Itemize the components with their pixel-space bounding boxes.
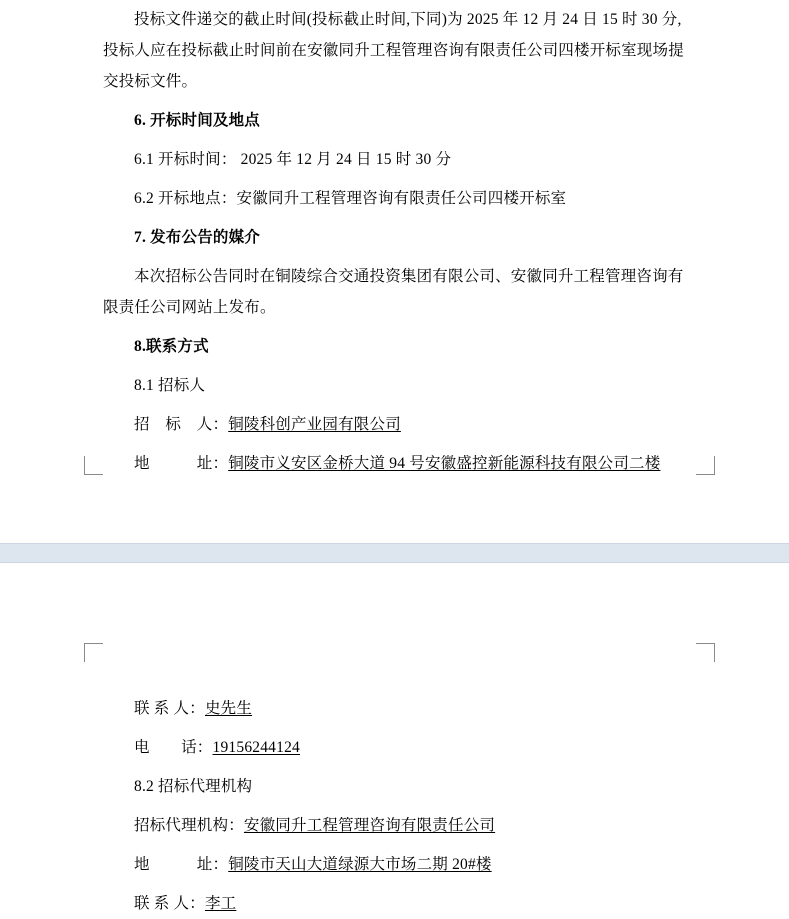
crop-mark-bottom-left-icon xyxy=(84,456,103,475)
spacer xyxy=(103,880,697,888)
document-page-2 xyxy=(0,563,789,912)
item-8-1-tenderer: 8.1 招标人 xyxy=(134,377,206,394)
address-label: 地 址： xyxy=(134,455,229,472)
field-phone xyxy=(103,732,697,763)
spacer xyxy=(103,175,697,183)
agency-label: 招标代理机构： xyxy=(134,817,244,834)
page-gap xyxy=(0,533,789,543)
item-6-1-open-time: 6.1 开标时间： 2025 年 12 月 24 日 15 时 30 分 xyxy=(134,151,452,168)
contact-label: 联 系 人： xyxy=(134,700,205,717)
agency-address-value: 铜陵市天山大道绿源大市场二期 20#楼 xyxy=(228,856,492,873)
field-tenderer-address xyxy=(103,448,697,479)
spacer xyxy=(103,802,697,810)
agency-value: 安徽同升工程管理咨询有限责任公司 xyxy=(243,817,496,834)
spacer xyxy=(103,763,697,771)
paragraph-announcement-media xyxy=(103,261,697,323)
page-2-content xyxy=(0,563,789,919)
heading-section-8: 8.联系方式 xyxy=(134,338,209,355)
spacer xyxy=(103,214,697,222)
paragraph-bid-deadline: 投标文件递交的截止时间(投标截止时间,下同)为 2025 年 12 月 24 日 15 时 30 分,投标人应在投标截止时间前在安徽同升工程管理咨询有限责任公司四楼开标室现场提交投标文件。 xyxy=(103,11,684,90)
spacer xyxy=(103,323,697,331)
agency-contact-label: 联 系 人： xyxy=(134,895,205,912)
spacer xyxy=(103,253,697,261)
field-contact-person xyxy=(103,693,697,724)
contact-value: 史先生 xyxy=(204,700,253,717)
spacer xyxy=(103,841,697,849)
crop-mark-top-left-icon xyxy=(84,643,103,662)
page-separator xyxy=(0,543,789,563)
spacer xyxy=(103,440,697,448)
address-value: 铜陵市义安区金桥大道 94 号安徽盛控新能源科技有限公司二楼 xyxy=(228,455,661,472)
spacer xyxy=(103,724,697,732)
heading-section-7: 7. 发布公告的媒介 xyxy=(134,229,261,246)
crop-mark-bottom-right-icon xyxy=(696,456,715,475)
agency-contact-value: 李工 xyxy=(204,895,237,912)
spacer xyxy=(103,362,697,370)
field-agency-address xyxy=(103,849,697,880)
item-8-2-agency: 8.2 招标代理机构 xyxy=(134,778,253,795)
spacer xyxy=(103,97,697,105)
phone-label: 电 话： xyxy=(134,739,213,756)
spacer xyxy=(103,136,697,144)
field-tenderer xyxy=(103,409,697,440)
tenderer-label: 招 标 人： xyxy=(134,416,229,433)
field-agency-contact xyxy=(103,888,697,919)
agency-address-label: 地 址： xyxy=(134,856,229,873)
announcement-media-text: 本次招标公告同时在铜陵综合交通投资集团有限公司、安徽同升工程管理咨询有限责任公司网站上发布。 xyxy=(103,268,684,316)
spacer xyxy=(103,401,697,409)
heading-section-6: 6. 开标时间及地点 xyxy=(134,112,261,129)
phone-value: 19156244124 xyxy=(212,739,300,756)
crop-mark-top-right-icon xyxy=(696,643,715,662)
item-6-2-open-place: 6.2 开标地点：安徽同升工程管理咨询有限责任公司四楼开标室 xyxy=(134,190,567,207)
field-agency xyxy=(103,810,697,841)
tenderer-value: 铜陵科创产业园有限公司 xyxy=(228,416,401,433)
